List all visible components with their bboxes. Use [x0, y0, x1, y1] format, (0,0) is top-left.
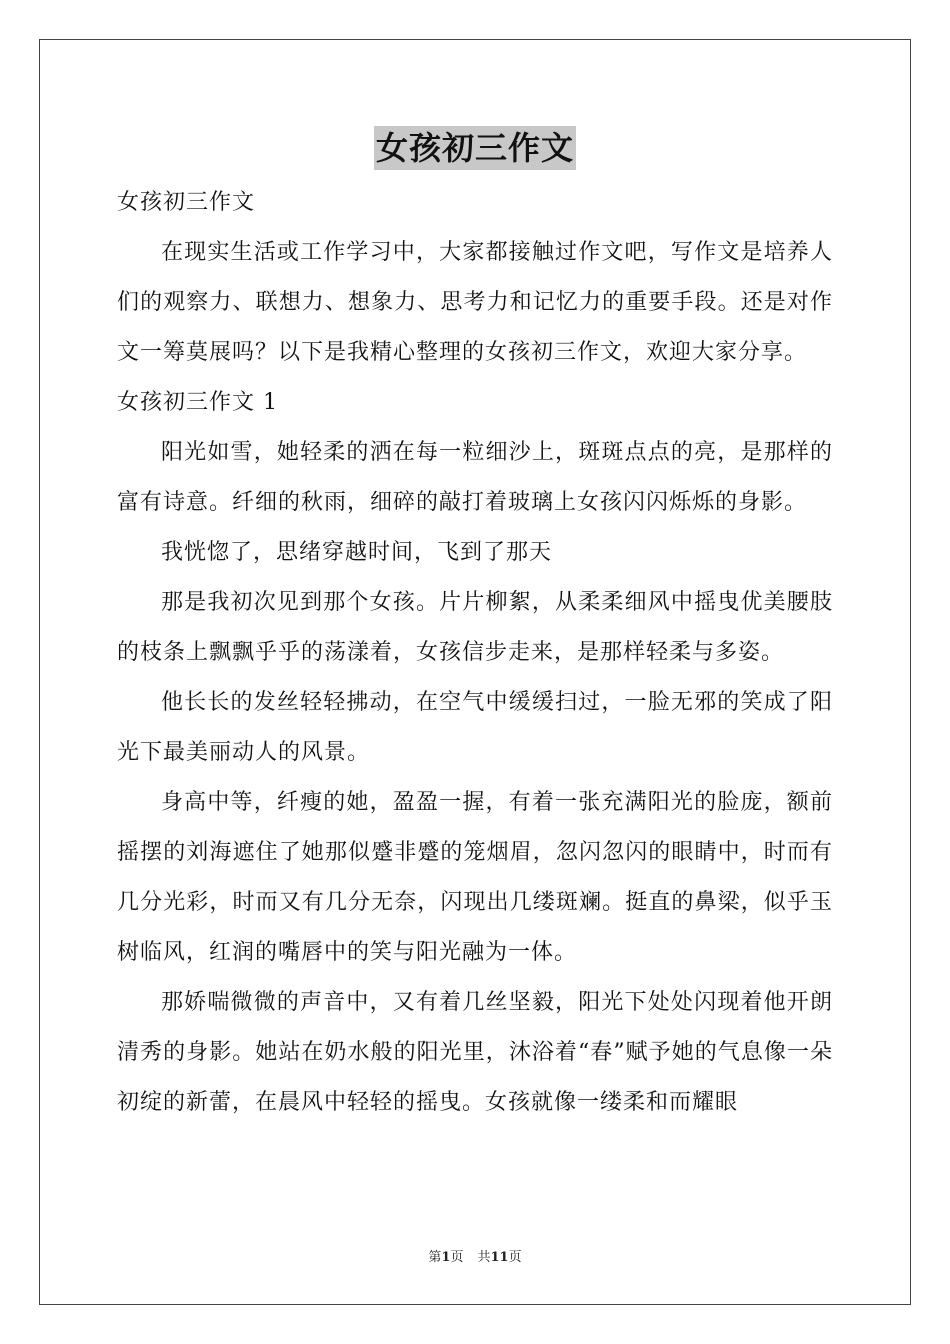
footer-total-pages: 11 [490, 1250, 509, 1265]
paragraph: 我恍惚了，思绪穿越时间，飞到了那天 [161, 540, 553, 565]
footer-page-prefix: 第 [428, 1250, 442, 1265]
paragraph: 他长长的发丝轻轻拂动，在空气中缓缓扫过，一脸无邪的笑成了阳光下最美丽动人的风景。 [117, 690, 833, 765]
footer-page-number: 1 [441, 1250, 451, 1265]
footer-total-prefix: 共 [477, 1250, 491, 1265]
title-container [0, 126, 950, 170]
document-body [117, 178, 833, 1128]
paragraph: 身高中等，纤瘦的她，盈盈一握，有着一张充满阳光的脸庞，额前摇摆的刘海遮住了她那似蹙非蹙的笼烟眉，忽闪忽闪的眼睛中，时而有几分光彩，时而又有几分无奈，闪现出几缕斑斓。挺直的鼻梁，似乎玉树临风，红润的嘴唇中的笑与阳光融为一体。 [117, 790, 833, 965]
paragraph-intro: 在现实生活或工作学习中，大家都接触过作文吧，写作文是培养人们的观察力、联想力、想象力、思考力和记忆力的重要手段。还是对作文一筹莫展吗？以下是我精心整理的女孩初三作文，欢迎大家分享。 [117, 240, 833, 365]
paragraph: 阳光如雪，她轻柔的洒在每一粒细沙上，斑斑点点的亮，是那样的富有诗意。纤细的秋雨，细碎的敲打着玻璃上女孩闪闪烁烁的身影。 [117, 440, 833, 515]
paragraph-subtitle: 女孩初三作文 [117, 190, 256, 215]
paragraph: 那娇喘微微的声音中，又有着几丝坚毅，阳光下处处闪现着他开朗清秀的身影。她站在奶水般的阳光里，沐浴着“春”赋予她的气息像一朵初绽的新蕾，在晨风中轻轻的摇曳。女孩就像一缕柔和而耀眼 [117, 990, 833, 1115]
document-title: 女孩初三作文 [374, 126, 576, 170]
footer-total-unit: 页 [508, 1250, 522, 1265]
page-footer [0, 1248, 950, 1268]
section-heading: 女孩初三作文 1 [117, 390, 278, 415]
paragraph: 那是我初次见到那个女孩。片片柳絮，从柔柔细风中摇曳优美腰肢的枝条上飘飘乎乎的荡漾着，女孩信步走来，是那样轻柔与多姿。 [117, 590, 833, 665]
footer-page-unit: 页 [450, 1250, 464, 1265]
